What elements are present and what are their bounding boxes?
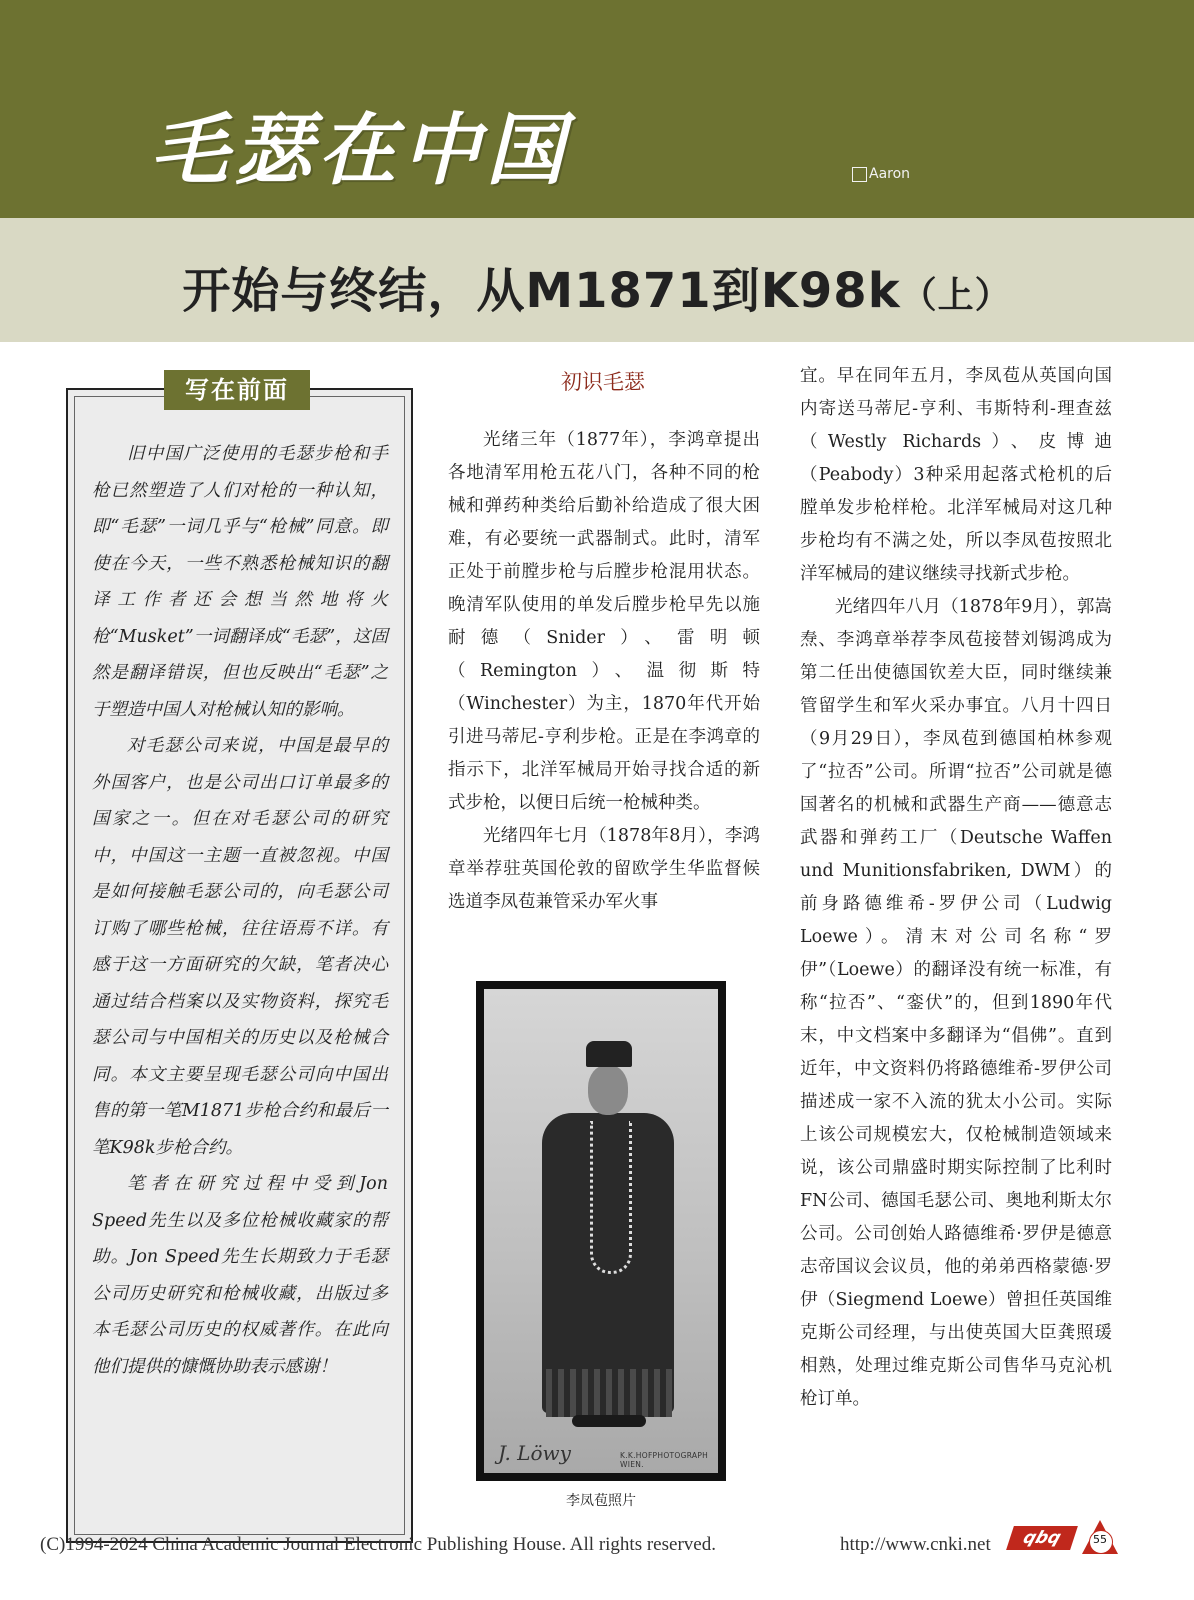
preface-paragraph: 笔者在研究过程中受到Jon Speed先生以及多位枪械收藏家的帮助。Jon Speed先生长期致力于毛瑟公司历史研究和枪械收藏，出版过多本毛瑟公司历史的权威著作。在此向他们提供的慷慨协助表示感谢！ (92, 1174, 388, 1377)
figure-robe-hem (546, 1369, 672, 1417)
article-title-text: 开始与终结，从M1871到K98k (182, 263, 901, 319)
preface-paragraph: 旧中国广泛使用的毛瑟步枪和手枪已然塑造了人们对枪的一种认知，即“毛瑟”一词几乎与“枪械”同意。即使在今天，一些不熟悉枪械知识的翻译工作者还会想当然地将火枪“Musket”一词翻译成“毛瑟”，这固然是翻译错误，但也反映出“毛瑟”之于塑造中国人对枪械认知的影响。 (92, 444, 388, 720)
right-column (800, 360, 1112, 1416)
portrait-photo (476, 981, 726, 1481)
preface-paragraph: 对毛瑟公司来说，中国是最早的外国客户，也是公司出口订单最多的国家之一。但在对毛瑟公司的研究中，中国这一主题一直被忽视。中国是如何接触毛瑟公司的，向毛瑟公司订购了哪些枪械，往往语焉不详。有感于这一方面研究的欠缺，笔者决心通过结合档案以及实物资料，探究毛瑟公司与中国相关的历史以及枪械合同。本文主要呈现毛瑟公司向中国出售的第一笔M1871步枪合约和最后一笔K98k步枪合约。 (92, 736, 388, 1158)
portrait-image (484, 989, 718, 1473)
series-title: 毛瑟在中国 (150, 105, 571, 196)
photo-caption: 李凤苞照片 (566, 1493, 636, 1509)
author-box-icon (852, 167, 867, 182)
page-number: 55 (1093, 1533, 1107, 1546)
middle-column (448, 424, 760, 919)
copyright-notice: (C)1994-2024 China Academic Journal Electronic Publishing House. All rights reserved. (40, 1534, 716, 1555)
body-paragraph: 光绪四年八月（1878年9月），郭嵩焘、李鸿章举荐李凤苞接替刘锡鸿成为第二任出使德国钦差大臣，同时继续兼管留学生和军火采办事宜。八月十四日（9月29日），李凤苞到德国柏林参观了“拉否”公司。所谓“拉否”公司就是德国著名的机械和武器生产商——德意志武器和弹药工厂（Deutsche Waffen und Munitionsfabriken, DWM）的前身路德维希-罗伊公司（Ludwig Loewe）。清末对公司名称“罗伊”（Loewe）的翻译没有统一标准，有称“拉否”、“銮伏”的，但到1890年代末，中文档案中多翻译为“倡佛”。直到近年，中文资料仍将路德维希-罗伊公司描述成一家不入流的犹太小公司。实际上该公司规模宏大，仅枪械制造领域来说，该公司鼎盛时期实际控制了比利时FN公司、德国毛瑟公司、奥地利斯太尔公司。公司创始人路德维希·罗伊是德意志帝国议会议员，他的弟弟西格蒙德·罗伊（Siegmend Loewe）曾担任英国维克斯公司经理，与出使英国大臣龚照瑗相熟，处理过维克斯公司售华马克沁机枪订单。 (800, 597, 1112, 1409)
figure-beads (590, 1121, 632, 1274)
figure-hat (586, 1041, 632, 1067)
photo-studio-mark: K.K.HOFPHOTOGRAPH WIEN. (620, 1451, 709, 1469)
author-credit (852, 166, 910, 182)
article-title (0, 252, 1194, 321)
author-name: Aaron (869, 166, 911, 182)
figure-face (588, 1065, 628, 1115)
magazine-logo: qbq (1006, 1526, 1078, 1550)
photographer-signature: J. Löwy (498, 1441, 571, 1465)
preface-label: 写在前面 (164, 370, 310, 410)
figure-feet (572, 1415, 646, 1427)
preface-text (92, 436, 388, 1385)
body-paragraph: 光绪四年七月（1878年8月），李鸿章举荐驻英国伦敦的留欧学生华监督候选道李凤苞兼管采办军火事 (448, 826, 760, 912)
body-paragraph: 宜。早在同年五月，李凤苞从英国向国内寄送马蒂尼-亨利、韦斯特利-理查兹（Westly Richards）、皮博迪（Peabody）3种采用起落式枪机的后膛单发步枪样枪。北洋军械局对这几种步枪均有不满之处，所以李凤苞按照北洋军械局的建议继续寻找新式步枪。 (800, 366, 1112, 584)
body-paragraph: 光绪三年（1877年），李鸿章提出各地清军用枪五花八门，各种不同的枪械和弹药种类给后勤补给造成了很大困难，有必要统一武器制式。此时，清军正处于前膛步枪与后膛步枪混用状态。晚清军队使用的单发后膛步枪早先以施耐德（Snider）、雷明顿（Remington）、温彻斯特（Winchester）为主，1870年代开始引进马蒂尼-亨利步枪。正是在李鸿章的指示下，北洋军械局开始寻找合适的新式步枪，以便日后统一枪械种类。 (448, 430, 760, 813)
article-title-part: （上） (900, 275, 1012, 316)
section-heading: 初识毛瑟 (561, 370, 645, 394)
source-url[interactable]: http://www.cnki.net (840, 1534, 991, 1555)
